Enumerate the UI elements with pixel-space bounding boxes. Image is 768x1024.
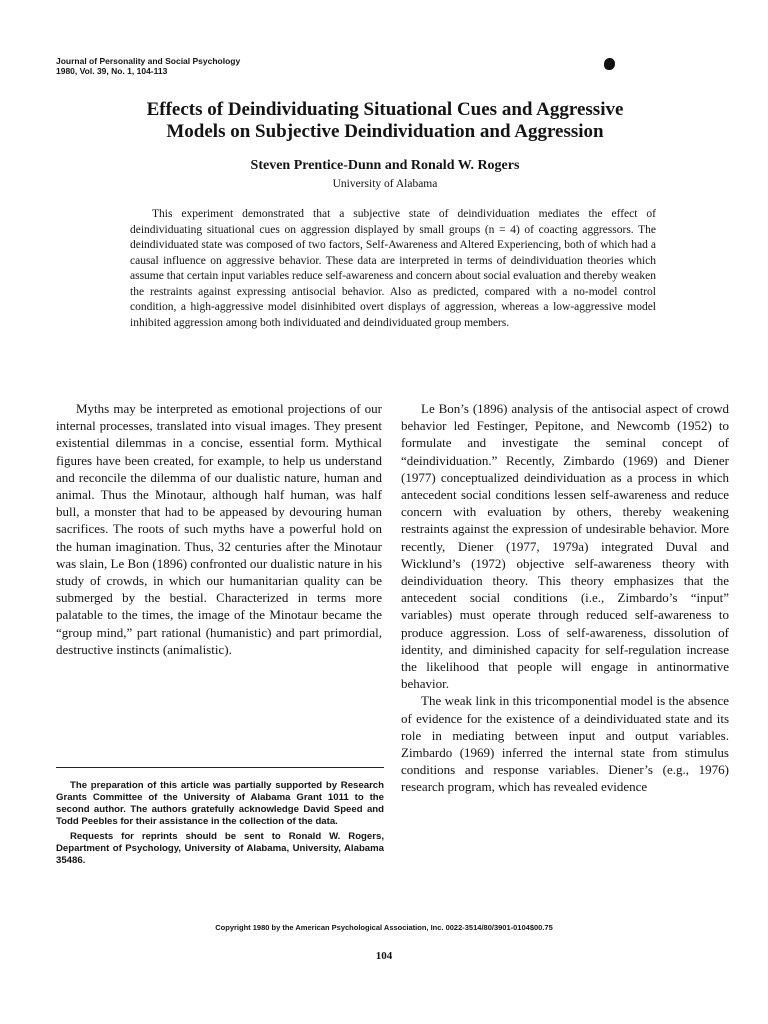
title-line-1: Effects of Deindividuating Situational Cues and Aggressive	[146, 99, 624, 120]
abstract: This experiment demonstrated that a subjective state of deindividuation mediates the effect of deindividuating situational cues on aggression displayed by small groups (n = 4) of coacting aggressors. The deindividuated state was composed of two factors, Self-Awareness and Altered Experiencing, both of which had a causal influence on aggressive behavior. These data are interpreted in terms of deindividuation theories which assume that certain input variables reduce self-awareness and concern about social evaluation and thereby weaken the restraints against expressing antisocial behavior. Also as predicted, compared with a no-model control condition, a high-aggressive model disinhibited overt displays of aggression, whereas a low-aggressive model inhibited aggression among both individuated and deindividuated group members.	[130, 208, 656, 329]
body-column-right	[401, 400, 729, 796]
footnote-divider	[56, 767, 384, 768]
author-names: Steven Prentice-Dunn and Ronald W. Rogers	[250, 158, 520, 173]
title-line-2: Models on Subjective Deindividuation and Aggression	[166, 121, 604, 142]
body-paragraph: The weak link in this tricomponential model is the absence of evidence for the existence of a deindividuated state and its role in mediating between input and output variables. Zimbardo (1969) inferred the internal state from stimulus conditions and response variables. Diener’s (e.g., 1976) research program, which has revealed evidence	[401, 693, 729, 795]
copyright-line: Copyright 1980 by the American Psychological Association, Inc. 0022-3514/80/3901-0104$00.75	[215, 923, 553, 932]
ink-blot	[604, 58, 615, 70]
journal-name: Journal of Personality and Social Psychology	[56, 56, 241, 66]
body-paragraph: Le Bon’s (1896) analysis of the antisocial aspect of crowd behavior led Festinger, Pepitone, and Newcomb (1952) to formulate and investigate the seminal concept of “deindividuation.” Recently, Zimbardo (1969) and Diener (1977) conceptualized deindividuation as a process in which antecedent social conditions lessen self-awareness and reduce concern with evaluation by others, thereby weakening restraints against the expression of undesirable behavior. More recently, Diener (1977, 1979a) integrated Duval and Wicklund’s (1972) objective self-awareness theory with deindividuation theory. This theory emphasizes that the antecedent social conditions (i.e., Zimbardo’s “input” variables) must operate through reduced self-awareness to produce aggression. Loss of self-awareness, dissolution of identity, and diminished capacity for self-regulation increase the likelihood that people will engage in antinormative behavior.	[401, 401, 729, 692]
body-column-left	[56, 400, 382, 658]
article-title	[60, 99, 710, 143]
journal-citation	[56, 56, 240, 76]
body-paragraph: Myths may be interpreted as emotional projections of our internal processes, translated into visual images. They present existential dilemmas in a concise, essential form. Mythical figures have been created, for example, to help us understand and reconcile the dilemma of our dualistic nature, human and animal. Thus the Minotaur, although half human, was half bull, a monster that had to be appeased by devouring human sacrifices. The roots of such myths have a powerful hold on the human imagination. Thus, 32 centuries after the Minotaur was slain, Le Bon (1896) confronted our dualistic nature in his study of crowds, in which our humanitarian quality can be submerged by the bestial. Characterized in terms more palatable to the times, the image of the Minotaur became the “group mind,” part rational (humanistic) and part primordial, destructive instincts (animalistic).	[56, 401, 383, 657]
footnotes	[56, 780, 384, 870]
author-affiliation: University of Alabama	[332, 178, 438, 190]
footnote-reprints: Requests for reprints should be sent to Ronald W. Rogers, Department of Psychology, University of Alabama, University, Alabama 35486.	[56, 831, 384, 866]
footnote-acknowledgment: The preparation of this article was partially supported by Research Grants Committee of the University of Alabama Grant 1011 to the second author. The authors gratefully acknowledge David Speed and Todd Peebles for their assistance in the collection of the data.	[56, 780, 384, 827]
journal-volume: 1980, Vol. 39, No. 1, 104-113	[56, 66, 168, 76]
page-number: 104	[375, 950, 393, 962]
